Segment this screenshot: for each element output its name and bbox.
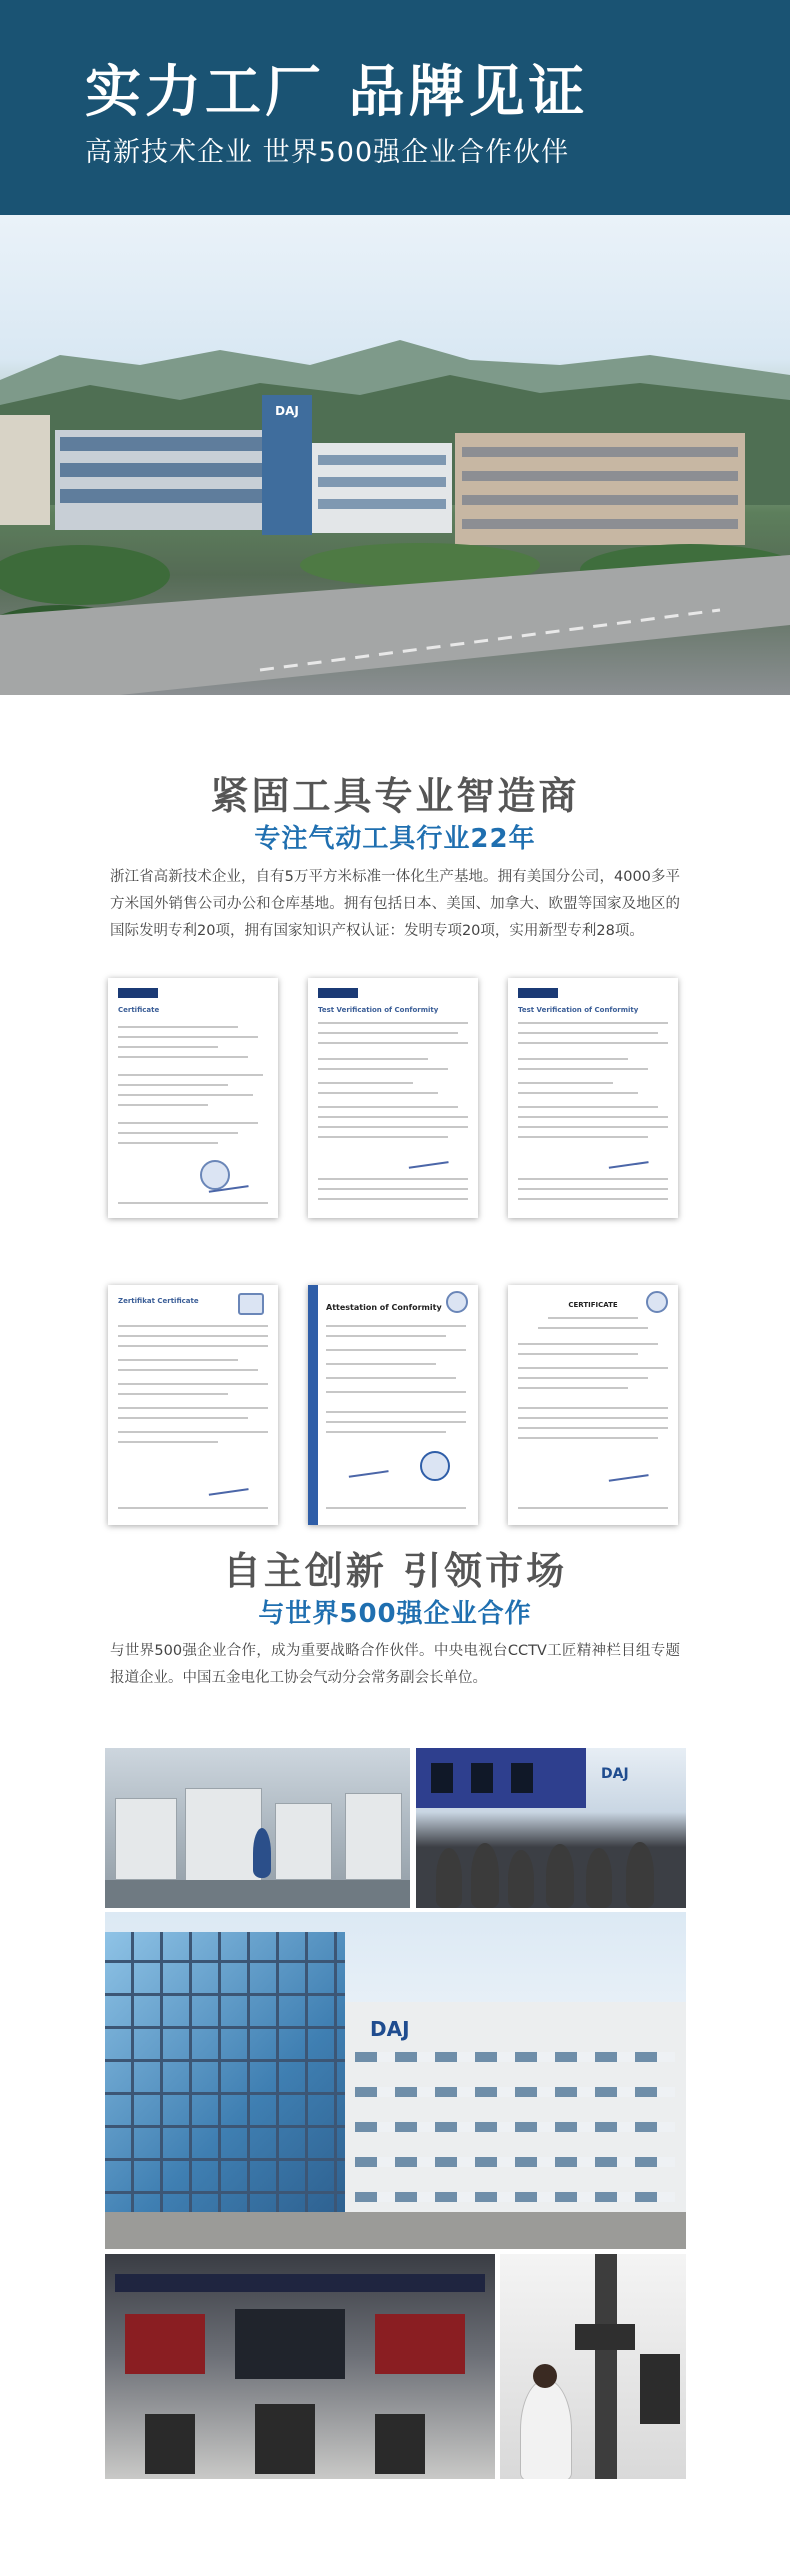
headquarters-building-photo [105,1912,686,2249]
innovation-section-subtitle: 与世界500强企业合作 [258,1599,532,1629]
factory-illustration [0,215,790,695]
exhibition-brand-logo: DAJ [601,1766,629,1782]
factory-building-logo: DAJ [275,404,299,418]
signature-icon [607,1464,648,1481]
intertek-logo [518,988,558,998]
intertek-logo [318,988,358,998]
signature-icon [407,1151,448,1168]
certificate-card [508,978,678,1218]
brand-section-title: 紧固工具专业智造商 [210,774,580,818]
tuv-logo [446,1291,468,1313]
tuv-logo [238,1293,264,1315]
innovation-section-title: 自主创新 引领市场 [222,1549,568,1593]
certificate-title: Zertifikat Certificate [118,1297,199,1305]
hero-banner [0,0,790,215]
workshop-photo [105,1748,410,1908]
certificate-card [308,1285,478,1525]
tuv-logo [646,1291,668,1313]
certificate-title: Test Verification of Conformity [318,1006,439,1014]
signature-icon [347,1460,388,1477]
certificate-title: CERTIFICATE [568,1301,618,1309]
intertek-logo [118,988,158,998]
brand-section-description: 浙江省高新技术企业，自有5万平方米标准一体化生产基地。拥有美国分公司，4000多平方米国外销售公司办公和仓库基地。拥有包括日本、美国、加拿大、欧盟等国家及地区的国际发明专利20项，拥有国家知识产权认证：发明专项20项，实用新型专利28项。 [110,869,680,939]
hero-title: 实力工厂 品牌见证 [85,60,589,125]
quality-lab-photo [500,2254,686,2479]
building-brand-logo: DAJ [370,2017,410,2041]
hero-subtitle: 高新技术企业 世界500强企业合作伙伴 [85,137,570,168]
signature-icon [607,1151,648,1168]
innovation-section-description: 与世界500强企业合作，成为重要战略合作伙伴。中央电视台CCTV工匠精神栏目组专题报道企业。中国五金电化工协会气动分会常务副会长单位。 [110,1643,680,1686]
certificate-card [108,1285,278,1525]
exhibition-photo [416,1748,686,1908]
seal-icon [420,1451,450,1481]
certificate-title: Test Verification of Conformity [518,1006,639,1014]
certificate-card [508,1285,678,1525]
certificate-card [308,978,478,1218]
showroom-photo [105,2254,495,2479]
signature-icon [207,1478,248,1495]
brand-section-subtitle: 专注气动工具行业22年 [254,824,536,854]
factory-aerial-photo [0,215,790,695]
certificate-title: Certificate [118,1006,160,1014]
certificate-card [108,978,278,1218]
certificate-title: Attestation of Conformity [326,1303,442,1312]
